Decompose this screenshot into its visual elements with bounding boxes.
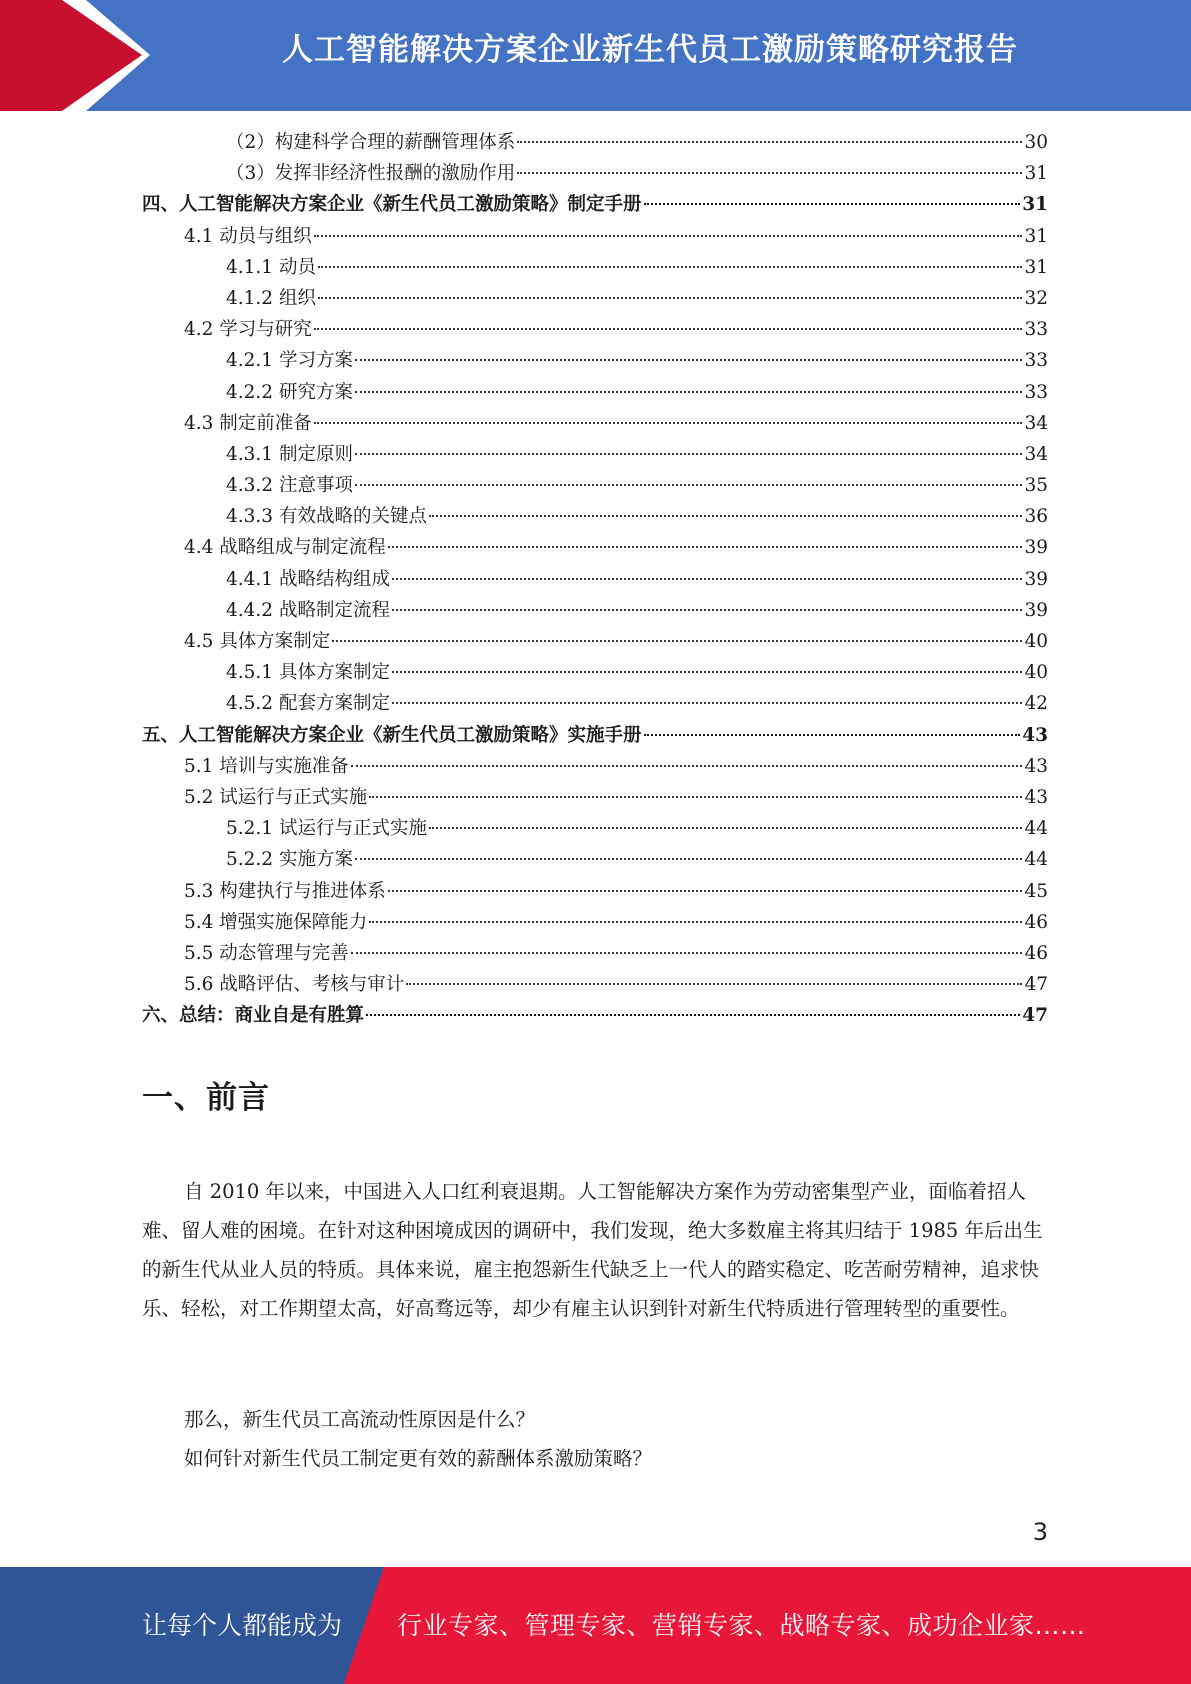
footer-slogan-lead: 让每个人都能成为 [142,1611,343,1640]
toc-entry-title: 六、总结：商业自是有胜算 [142,1005,365,1027]
toc-entry-title: 4.1.2 组织 [226,287,316,309]
toc-entry[interactable] [142,315,1048,346]
toc-entry-page: 34 [1024,443,1048,465]
toc-entry-page: 47 [1022,1005,1048,1027]
toc-entry-title: （2）构建科学合理的薪酬管理体系 [226,132,516,153]
toc-leader-dots [517,172,1022,174]
toc-entry[interactable] [142,378,1048,409]
toc-leader-dots [392,702,1022,704]
toc-entry[interactable] [142,627,1048,658]
toc-leader-dots [392,609,1022,611]
toc-entry-page: 35 [1024,475,1048,497]
toc-entry[interactable] [142,752,1048,783]
toc-entry[interactable] [142,565,1048,596]
toc-entry-title: 4.2 学习与研究 [184,319,312,341]
toc-entry[interactable] [142,471,1048,502]
toc-leader-dots [429,515,1022,517]
toc-entry[interactable] [142,970,1048,1001]
report-title: 人工智能解决方案企业新生代员工激励策略研究报告 [282,32,1018,68]
toc-entry-title: 5.4 增强实施保障能力 [184,911,368,933]
toc-entry-title: （3）发挥非经济性报酬的激励作用 [226,163,516,185]
toc-entry-title: 4.3.1 制定原则 [226,443,353,465]
toc-entry-page: 44 [1024,818,1048,840]
toc-leader-dots [355,391,1023,393]
toc-entry-page: 40 [1024,662,1048,684]
toc-entry-page: 45 [1024,880,1048,902]
toc-entry-title: 4.2.1 学习方案 [226,350,353,372]
toc-leader-dots [351,952,1023,954]
toc-entry-page: 31 [1024,225,1048,247]
toc-entry[interactable] [142,877,1048,908]
toc-entry[interactable] [142,409,1048,440]
toc-entry[interactable] [142,440,1048,471]
page-footer [0,1567,1191,1684]
toc-entry[interactable] [142,222,1048,253]
toc-entry-title: 4.5 具体方案制定 [184,631,331,652]
footer-slogan-roles: 行业专家、管理专家、营销专家、战略专家、成功企业家…… [397,1611,1086,1640]
toc-entry[interactable] [142,939,1048,970]
toc-entry[interactable] [142,533,1048,564]
toc-entry[interactable] [142,658,1048,689]
toc-entry-page: 30 [1024,132,1048,153]
toc-entry-page: 43 [1024,786,1048,808]
toc-entry-page: 42 [1024,693,1048,715]
question-item: 如何针对新生代员工制定更有效的薪酬体系激励策略？ [184,1447,653,1470]
toc-leader-dots [314,235,1023,237]
toc-entry-title: 4.1.1 动员 [226,256,316,278]
toc-entry-title: 4.4 战略组成与制定流程 [184,537,386,559]
toc-entry-title: 4.2.2 研究方案 [226,381,353,403]
toc-entry-page: 31 [1024,163,1048,185]
toc-leader-dots [388,546,1023,548]
toc-leader-dots [517,141,1022,143]
toc-entry-title: 5.5 动态管理与完善 [184,942,349,964]
toc-entry-title: 5.3 构建执行与推进体系 [184,880,386,902]
toc-entry-page: 33 [1024,319,1048,341]
toc-entry-page: 47 [1024,974,1048,996]
toc-leader-dots [351,765,1023,767]
toc-leader-dots [644,734,1021,736]
toc-leader-dots [369,921,1022,923]
toc-leader-dots [366,1014,1020,1016]
toc-leader-dots [318,297,1023,299]
toc-entry-title: 五、人工智能解决方案企业《新生代员工激励策略》实施手册 [142,724,642,746]
toc-entry-title: 5.2 试运行与正式实施 [184,786,368,808]
toc-entry-page: 40 [1024,631,1048,652]
toc-leader-dots [314,328,1023,330]
toc-entry-title: 4.1 动员与组织 [184,225,312,247]
page-header [0,0,1191,111]
toc-leader-dots [388,890,1023,892]
toc-entry-title: 4.5.1 具体方案制定 [226,662,390,684]
toc-entry-page: 44 [1024,849,1048,871]
toc-entry-page: 36 [1024,506,1048,528]
toc-leader-dots [355,359,1023,361]
toc-entry-page: 33 [1024,381,1048,403]
toc-entry[interactable] [142,346,1048,377]
toc-entry-page: 39 [1024,537,1048,559]
toc-leader-dots [355,453,1023,455]
toc-entry-title: 四、人工智能解决方案企业《新生代员工激励策略》制定手册 [142,194,642,216]
toc-entry[interactable] [142,845,1048,876]
toc-entry-page: 32 [1024,287,1048,309]
page-number: 3 [1032,1518,1048,1546]
toc-entry-page: 39 [1024,599,1048,621]
toc-leader-dots [644,203,1021,205]
toc-leader-dots [392,671,1022,673]
toc-leader-dots [314,422,1023,424]
toc-entry[interactable] [142,783,1048,814]
toc-entry-page: 31 [1022,194,1048,216]
toc-entry[interactable] [142,596,1048,627]
toc-entry[interactable] [142,1001,1048,1032]
toc-entry[interactable] [142,721,1048,752]
toc-entry-page: 43 [1022,724,1048,746]
toc-entry-page: 33 [1024,350,1048,372]
toc-entry-page: 34 [1024,412,1048,434]
toc-entry-title: 5.6 战略评估、考核与审计 [184,974,405,996]
toc-leader-dots [369,796,1022,798]
toc-leader-dots [355,858,1023,860]
toc-leader-dots [355,484,1023,486]
toc-entry-page: 43 [1024,755,1048,777]
toc-leader-dots [392,578,1022,580]
toc-entry-page: 31 [1024,256,1048,278]
toc-entry-title: 4.5.2 配套方案制定 [226,693,390,715]
toc-entry-title: 5.2.1 试运行与正式实施 [226,818,427,840]
section-heading: 一、前言 [142,1080,270,1116]
toc-entry[interactable] [142,689,1048,720]
toc-entry-title: 4.3 制定前准备 [184,412,312,434]
intro-paragraph: 自 2010 年以来，中国进入人口红利衰退期。人工智能解决方案作为劳动密集型产业，面临着招人难、留人难的困境。在针对这种困境成因的调研中，我们发现，绝大多数雇主将其归结于 1985 年后出生的新生代从业人员的特质。具体来说，雇主抱怨新生代缺乏上一代人的踏实稳定、吃苦耐劳精神，追求快乐、轻松，对工作期望太高，好高骛远等，却少有雇主认识到针对新生代特质进行管理转型的重要性。 [142,1180,1043,1320]
toc-entry-title: 4.3.3 有效战略的关键点 [226,506,427,528]
toc-leader-dots [429,827,1022,829]
toc-entry[interactable] [142,284,1048,315]
toc-entry[interactable] [142,128,1048,159]
toc-entry-title: 5.2.2 实施方案 [226,849,353,871]
toc-entry-page: 46 [1024,942,1048,964]
toc-entry-page: 39 [1024,568,1048,590]
toc-entry-title: 4.3.2 注意事项 [226,475,353,497]
table-of-contents [142,128,1048,1032]
toc-leader-dots [406,983,1022,985]
toc-entry-title: 4.4.1 战略结构组成 [226,568,390,590]
toc-entry[interactable] [142,159,1048,190]
toc-entry-title: 4.4.2 战略制定流程 [226,599,390,621]
toc-entry[interactable] [142,190,1048,221]
toc-entry[interactable] [142,814,1048,845]
toc-entry-page: 46 [1024,911,1048,933]
toc-entry[interactable] [142,253,1048,284]
toc-leader-dots [332,640,1022,642]
toc-entry[interactable] [142,908,1048,939]
toc-leader-dots [318,266,1023,268]
toc-entry[interactable] [142,502,1048,533]
question-item: 那么，新生代员工高流动性原因是什么？ [184,1408,536,1431]
toc-entry-title: 5.1 培训与实施准备 [184,755,349,777]
question-list [184,1400,652,1478]
